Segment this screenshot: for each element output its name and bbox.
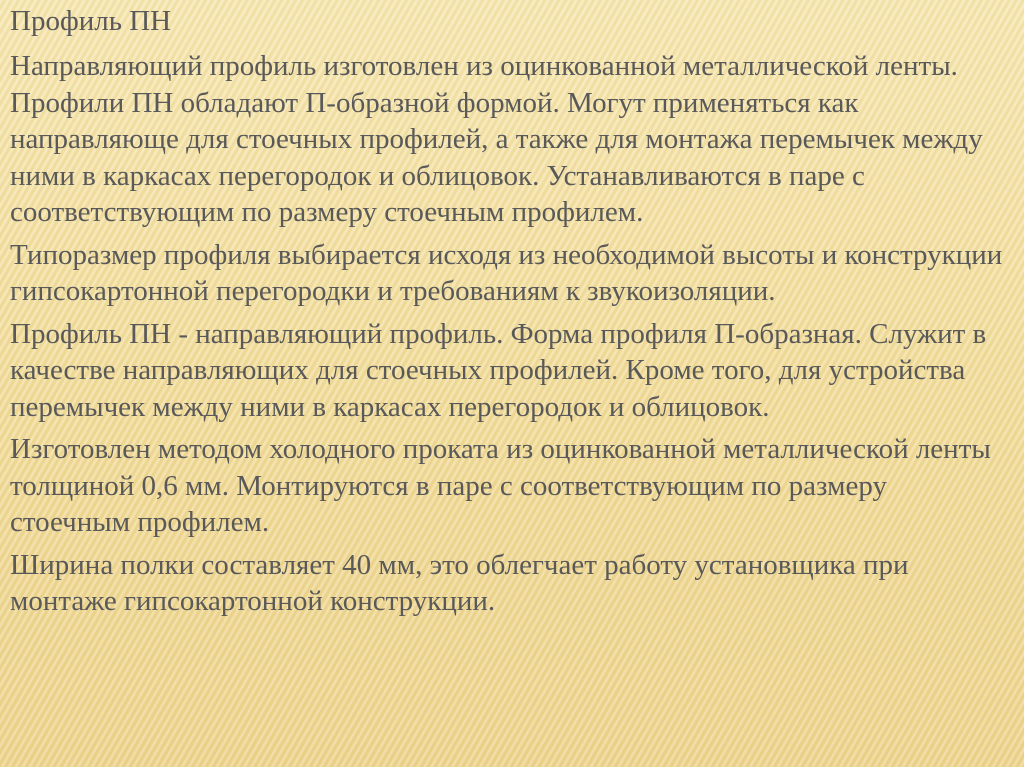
paragraph-1: Направляющий профиль изготовлен из оцинкованной металлической ленты. Профили ПН обладают П-образной формой. Могут применяться как направляюще для стоечных профилей, а также для монтажа перемычек между ними в каркасах перегородок и облицовок. Устанавливаются в паре с соответствующим по размеру стоечным профилем.	[10, 50, 983, 228]
paragraph-5: Ширина полки составляет 40 мм, это облегчает работу установщика при монтаже гипсокартонной конструкции.	[10, 548, 909, 617]
slide	[8, 4, 1014, 762]
paragraph-3: Профиль ПН - направляющий профиль. Форма профиля П-образная. Служит в качестве направляющих для стоечных профилей. Кроме того, для устройства перемычек между ними в каркасах перегородок и облицовок.	[10, 317, 987, 423]
paragraph-2: Типоразмер профиля выбирается исходя из необходимой высоты и конструкции гипсокартонной перегородки и требованиям к звукоизоляции.	[10, 238, 1003, 307]
slide-title: Профиль ПН	[10, 5, 172, 37]
paragraph-4: Изготовлен методом холодного проката из оцинкованной металлической ленты толщиной 0,6 мм. Монтируются в паре с соответствующим по размеру стоечным профилем.	[10, 433, 991, 538]
